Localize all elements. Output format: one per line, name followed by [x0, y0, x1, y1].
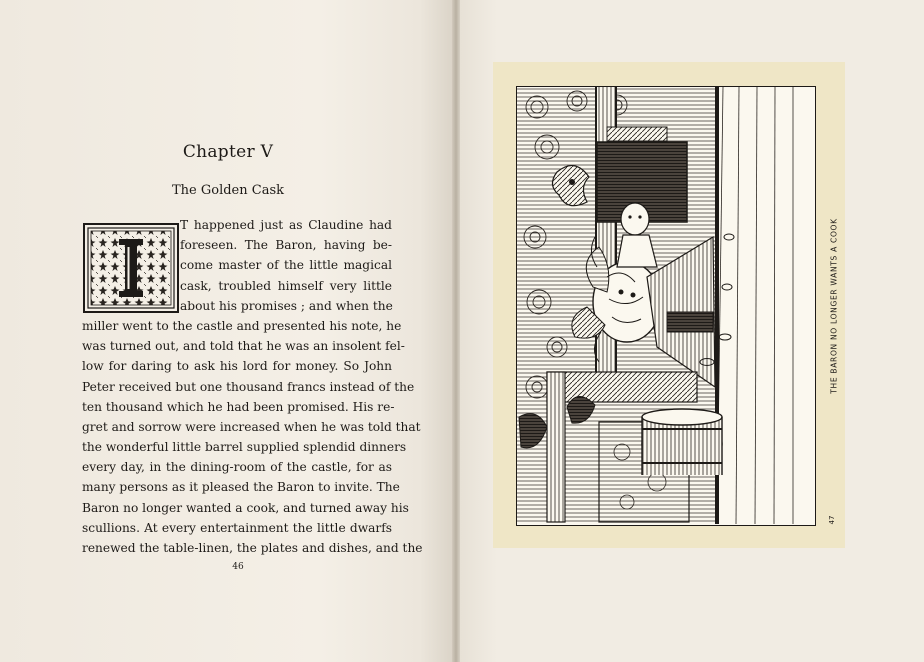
- text-line: Baron no longer wanted a cook, and turned away his: [82, 500, 409, 515]
- text-line: T happened just as Claudine had: [180, 218, 392, 232]
- text-line: renewed the table-linen, the plates and dishes, and the: [82, 541, 423, 555]
- page-number-right-text: 47: [828, 515, 836, 525]
- body-text: [82, 215, 423, 558]
- text-line: gret and sorrow were increased when he was told that: [82, 419, 421, 434]
- text-line: was turned out, and told that he was an insolent fel-: [82, 339, 405, 354]
- text-line: come master of the little magical: [180, 258, 392, 273]
- page-number-left: 46: [232, 562, 244, 572]
- text-line: foreseen. The Baron, having be-: [180, 238, 392, 253]
- text-line: scullions. At every entertainment the little dwarfs: [82, 520, 392, 535]
- text-line: low for daring to ask his lord for money. So John: [82, 359, 392, 374]
- chapter-subtitle: The Golden Cask: [171, 183, 284, 198]
- text-line: about his promises ; and when the: [180, 298, 393, 313]
- text-line: ten thousand which he had been promised. His re-: [82, 399, 395, 414]
- text-line: miller went to the castle and presented his note, he: [82, 318, 402, 333]
- text-line: cask, troubled himself very little: [180, 278, 392, 293]
- text-line: many persons as it pleased the Baron to invite. The: [82, 480, 400, 495]
- text-line: Peter received but one thousand francs instead of the: [82, 379, 415, 394]
- plate-caption-text: THE BARON NO LONGER WANTS A COOK: [829, 218, 839, 394]
- text-line: the wonderful little barrel supplied splendid dinners: [82, 440, 407, 455]
- text-line: every day, in the dining-room of the castle, for as: [82, 460, 392, 475]
- baron-at-table-illustration: [516, 86, 816, 526]
- chapter-title: Chapter V: [182, 142, 274, 162]
- engraving-icon: [517, 87, 814, 524]
